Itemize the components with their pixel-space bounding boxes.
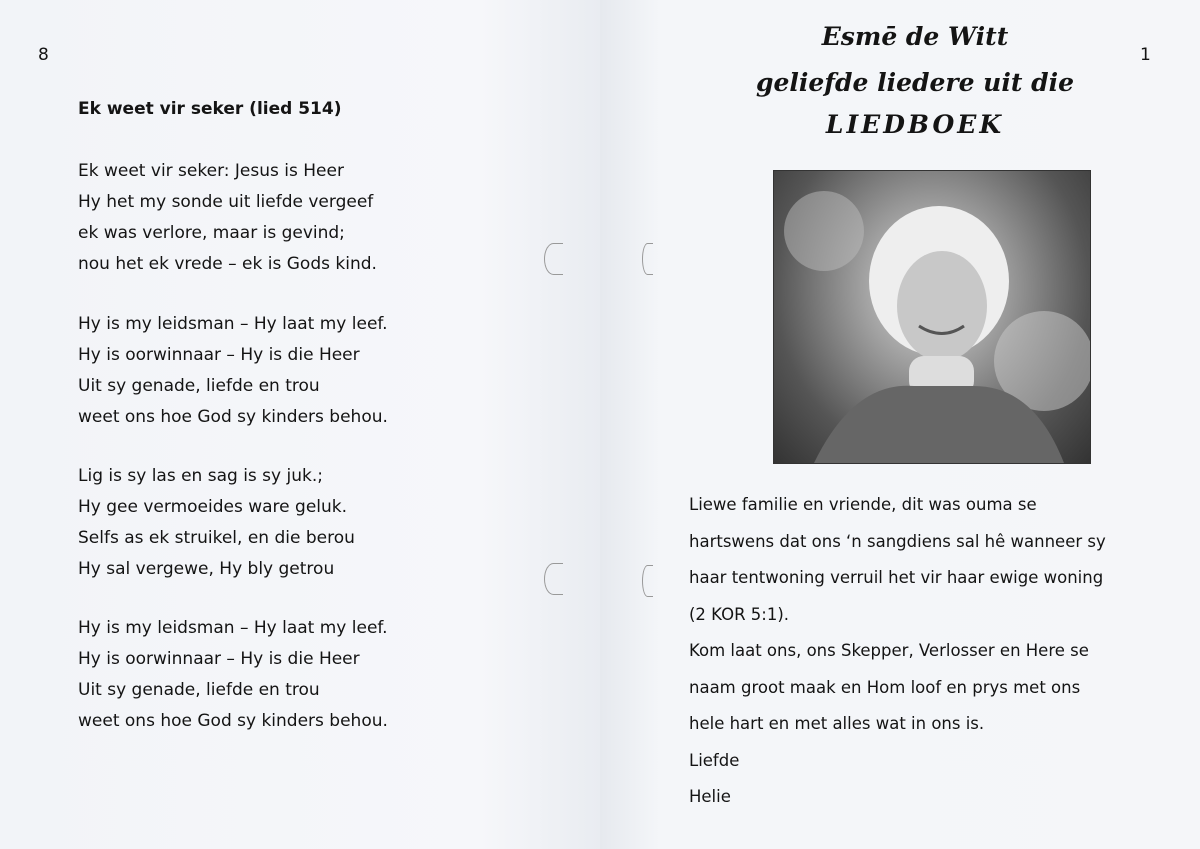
verse-line: Hy is oorwinnaar – Hy is die Heer xyxy=(78,345,360,365)
verse-line: weet ons hoe God sy kinders behou. xyxy=(78,407,388,427)
hymn-title: Ek weet vir seker (lied 514) xyxy=(78,99,342,119)
punch-hole xyxy=(642,243,653,275)
stanza-4 xyxy=(78,613,388,737)
heading-name: Esmē de Witt xyxy=(821,22,1009,51)
verse-line: Hy gee vermoeides ware geluk. xyxy=(78,497,348,517)
stanza-1 xyxy=(78,156,377,280)
verse-line: Uit sy genade, liefde en trou xyxy=(78,376,320,396)
heading-subtitle: geliefde liedere uit die xyxy=(755,68,1074,97)
signoff: Liefde xyxy=(689,750,740,770)
page-number: 8 xyxy=(38,45,49,65)
verse-line: Hy het my sonde uit liefde vergeef xyxy=(78,192,374,212)
verse-line: Hy is my leidsman – Hy laat my leef. xyxy=(78,618,388,638)
punch-hole xyxy=(544,563,563,595)
verse-line: Hy sal vergewe, Hy bly getrou xyxy=(78,559,335,579)
verse-line: Selfs as ek struikel, en die berou xyxy=(78,528,355,548)
verse-line: weet ons hoe God sy kinders behou. xyxy=(78,711,388,731)
message-line: (2 KOR 5:1). xyxy=(689,604,790,624)
right-page xyxy=(600,0,1200,849)
message-line: Kom laat ons, ons Skepper, Verlosser en Here se xyxy=(689,641,1089,660)
message-text xyxy=(689,487,1106,816)
stanza-2 xyxy=(78,309,388,433)
message-line: hele hart en met alles wat in ons is. xyxy=(689,714,985,733)
verse-line: Ek weet vir seker: Jesus is Heer xyxy=(78,161,344,181)
stanza-3 xyxy=(78,461,355,585)
heading-liedboek: LIEDBOEK xyxy=(825,110,1005,139)
portrait-illustration xyxy=(774,171,1090,463)
message-line: Liewe familie en vriende, dit was ouma se xyxy=(689,495,1037,514)
message-line: naam groot maak en Hom loof en prys met ons xyxy=(689,677,1081,697)
punch-hole xyxy=(642,565,653,597)
message-line: haar tentwoning verruil het vir haar ewige woning xyxy=(689,568,1104,587)
page-number: 1 xyxy=(1140,45,1151,65)
portrait-photo xyxy=(773,170,1091,464)
message-line: hartswens dat ons ‘n sangdiens sal hê wanneer sy xyxy=(689,531,1106,551)
verse-line: ek was verlore, maar is gevind; xyxy=(78,223,345,243)
verse-line: Lig is sy las en sag is sy juk.; xyxy=(78,466,323,486)
verse-line: Uit sy genade, liefde en trou xyxy=(78,680,320,700)
verse-line: nou het ek vrede – ek is Gods kind. xyxy=(78,254,377,274)
verse-line: Hy is my leidsman – Hy laat my leef. xyxy=(78,314,388,334)
signature-name: Helie xyxy=(689,787,731,806)
punch-hole xyxy=(544,243,563,275)
verse-line: Hy is oorwinnaar – Hy is die Heer xyxy=(78,649,360,669)
